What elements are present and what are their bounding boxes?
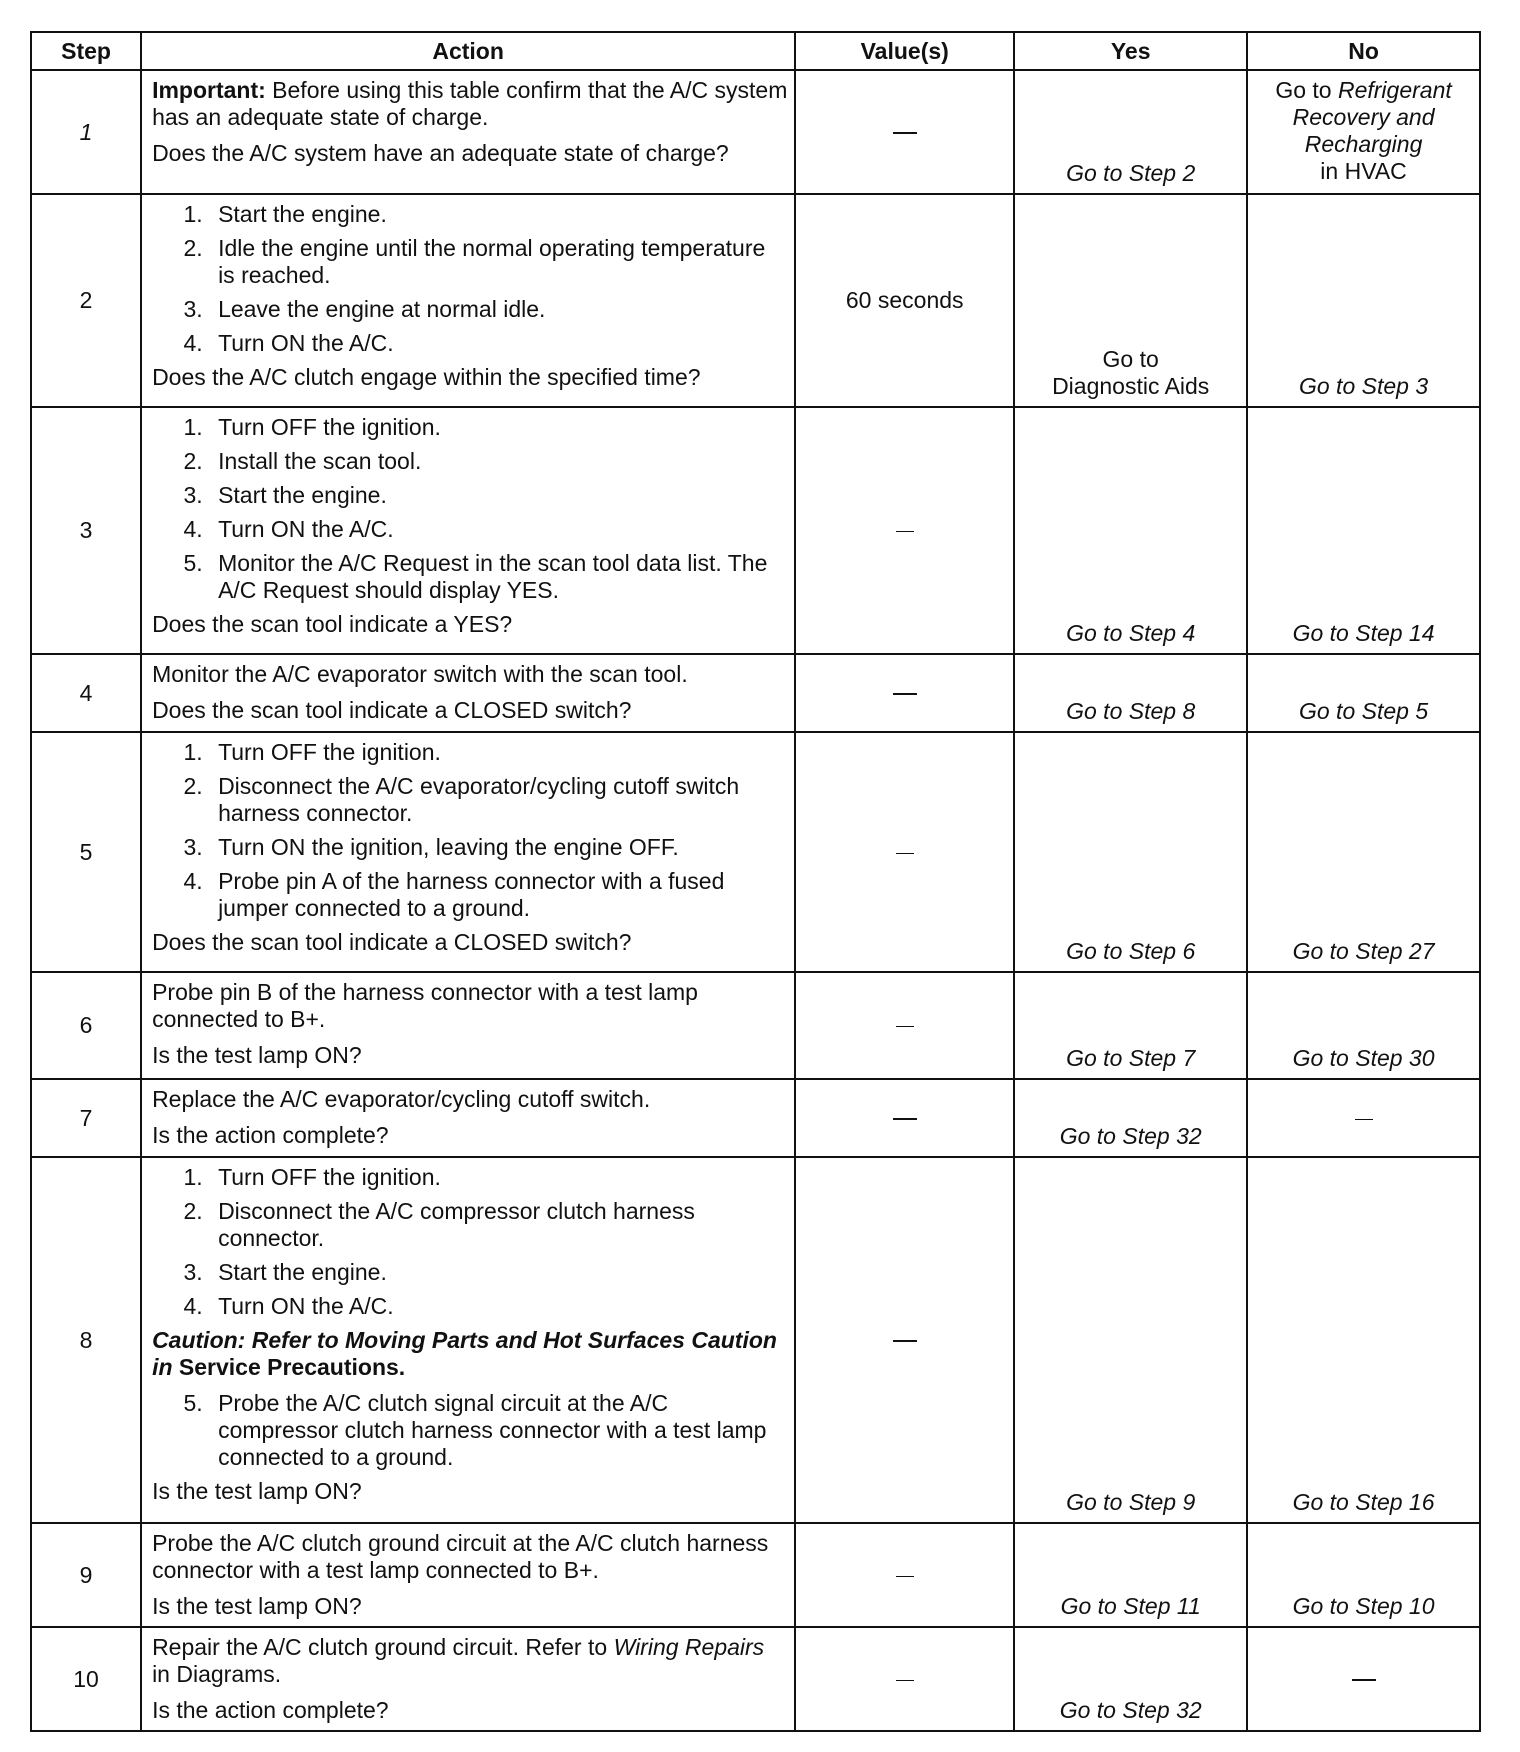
header-values: Value(s) xyxy=(795,32,1014,70)
yes-cell: Go to Step 9 xyxy=(1014,1157,1247,1523)
value-cell xyxy=(795,1157,1014,1523)
action-cell xyxy=(141,1157,795,1523)
value-cell xyxy=(795,1627,1014,1731)
yes-cell: Go to Step 7 xyxy=(1014,972,1247,1079)
list-item: 4. Turn ON the A/C. xyxy=(209,1293,788,1320)
no-link-refrigerant-recovery[interactable]: Refrigerant Recovery and Recharging xyxy=(1292,77,1452,157)
action-text: Probe pin B of the harness connector with a test lamp connected to B+. xyxy=(152,979,698,1032)
yes-cell: Go to Step 6 xyxy=(1014,732,1247,972)
list-item: 3. Leave the engine at normal idle. xyxy=(209,296,788,323)
header-no: No xyxy=(1247,32,1480,70)
list-item: 5. Monitor the A/C Request in the scan tool data list. The A/C Request should display YES. xyxy=(209,550,788,604)
action-text: Monitor the A/C evaporator switch with the scan tool. xyxy=(152,661,688,687)
step-number: 9 xyxy=(31,1523,141,1627)
action-question: Does the scan tool indicate a CLOSED switch? xyxy=(152,929,632,955)
no-cell xyxy=(1247,1079,1480,1157)
action-list xyxy=(152,1164,788,1320)
value-cell xyxy=(795,1079,1014,1157)
action-text-post: in Diagrams. xyxy=(152,1661,282,1687)
list-item: 1. Turn OFF the ignition. xyxy=(209,414,788,441)
step-number: 10 xyxy=(31,1627,141,1731)
header-action: Action xyxy=(141,32,795,70)
table-row-step-1 xyxy=(31,70,1480,194)
value-dash xyxy=(896,853,914,854)
list-item: 4. Probe pin A of the harness connector with a fused jumper connected to a ground. xyxy=(209,868,788,922)
caution-text: Caution: Refer to Moving Parts and Hot Surfaces Caution in xyxy=(152,1327,777,1380)
list-item: 3. Start the engine. xyxy=(209,482,788,509)
action-text xyxy=(152,1634,788,1688)
value-cell: 60 seconds xyxy=(795,194,1014,407)
action-cell xyxy=(141,654,795,732)
list-item: 2. Idle the engine until the normal operating temperature is reached. xyxy=(209,235,788,289)
no-cell: Go to Step 10 xyxy=(1247,1523,1480,1627)
no-cell xyxy=(1247,70,1480,194)
wiring-repairs-link[interactable]: Wiring Repairs xyxy=(613,1634,765,1660)
action-cell xyxy=(141,1523,795,1627)
yes-line-1: Go to xyxy=(1102,346,1159,372)
list-item: 1. Start the engine. xyxy=(209,201,788,228)
action-cell xyxy=(141,1627,795,1731)
no-prefix: Go to xyxy=(1275,77,1332,103)
action-question: Does the scan tool indicate a YES? xyxy=(152,611,513,637)
value-cell xyxy=(795,407,1014,654)
table-row-step-3 xyxy=(31,407,1480,654)
diagnostic-table xyxy=(30,31,1481,1732)
list-item: 5. Probe the A/C clutch signal circuit at the A/C compressor clutch harness connector with a test lamp connected to a ground. xyxy=(209,1390,788,1471)
action-question: Is the test lamp ON? xyxy=(152,1042,362,1068)
value-cell xyxy=(795,972,1014,1079)
action-question: Does the A/C system have an adequate state of charge? xyxy=(152,140,729,166)
action-text: Replace the A/C evaporator/cycling cutoff switch. xyxy=(152,1086,651,1112)
no-dash xyxy=(1352,1679,1376,1681)
yes-link-diagnostic-aids[interactable]: Diagnostic Aids xyxy=(1052,373,1210,399)
table-row-step-5 xyxy=(31,732,1480,972)
table-row-step-8 xyxy=(31,1157,1480,1523)
value-dash xyxy=(893,693,917,695)
step-number: 8 xyxy=(31,1157,141,1523)
list-item: 4. Turn ON the A/C. xyxy=(209,516,788,543)
value-dash xyxy=(896,531,914,532)
action-list-continued xyxy=(152,1390,788,1471)
list-item: 1. Turn OFF the ignition. xyxy=(209,739,788,766)
action-cell xyxy=(141,194,795,407)
step-number: 4 xyxy=(31,654,141,732)
list-item: 2. Install the scan tool. xyxy=(209,448,788,475)
header-yes: Yes xyxy=(1014,32,1247,70)
action-cell xyxy=(141,1079,795,1157)
no-suffix: in HVAC xyxy=(1320,158,1407,184)
value-dash xyxy=(893,1118,917,1120)
action-cell xyxy=(141,972,795,1079)
value-dash xyxy=(896,1576,914,1577)
yes-cell: Go to Step 2 xyxy=(1014,70,1247,194)
list-item: 2. Disconnect the A/C evaporator/cycling cutoff switch harness connector. xyxy=(209,773,788,827)
no-dash xyxy=(1355,1119,1373,1120)
step-number: 1 xyxy=(31,70,141,194)
action-question: Does the A/C clutch engage within the specified time? xyxy=(152,364,701,390)
yes-cell xyxy=(1014,194,1247,407)
value-dash xyxy=(896,1026,914,1027)
no-cell: Go to Step 14 xyxy=(1247,407,1480,654)
list-item: 3. Turn ON the ignition, leaving the engine OFF. xyxy=(209,834,788,861)
yes-cell: Go to Step 32 xyxy=(1014,1627,1247,1731)
value-cell xyxy=(795,1523,1014,1627)
table-row-step-10 xyxy=(31,1627,1480,1731)
no-cell: Go to Step 27 xyxy=(1247,732,1480,972)
table-row-step-4 xyxy=(31,654,1480,732)
value-dash xyxy=(893,132,917,134)
action-question: Does the scan tool indicate a CLOSED switch? xyxy=(152,697,632,723)
action-question: Is the test lamp ON? xyxy=(152,1478,362,1504)
step-number: 5 xyxy=(31,732,141,972)
action-text-pre: Repair the A/C clutch ground circuit. Refer to xyxy=(152,1634,614,1660)
step-number: 3 xyxy=(31,407,141,654)
list-item: 3. Start the engine. xyxy=(209,1259,788,1286)
value-cell xyxy=(795,654,1014,732)
step-number: 2 xyxy=(31,194,141,407)
action-cell xyxy=(141,732,795,972)
step-number: 6 xyxy=(31,972,141,1079)
step-number: 7 xyxy=(31,1079,141,1157)
caution-reference[interactable]: Service Precautions. xyxy=(172,1354,406,1380)
important-note xyxy=(152,77,788,131)
yes-cell: Go to Step 11 xyxy=(1014,1523,1247,1627)
table-row-step-9 xyxy=(31,1523,1480,1627)
header-row xyxy=(31,32,1480,70)
list-item: 1. Turn OFF the ignition. xyxy=(209,1164,788,1191)
list-item: 2. Disconnect the A/C compressor clutch harness connector. xyxy=(209,1198,788,1252)
important-text: Before using this table confirm that the A/C system has an adequate state of charge. xyxy=(152,77,788,130)
yes-cell: Go to Step 32 xyxy=(1014,1079,1247,1157)
no-cell: Go to Step 3 xyxy=(1247,194,1480,407)
action-question: Is the action complete? xyxy=(152,1697,389,1723)
diagnostic-table-page xyxy=(30,31,1481,1732)
action-text: Probe the A/C clutch ground circuit at the A/C clutch harness connector with a test lamp connected to B+. xyxy=(152,1530,769,1583)
value-cell xyxy=(795,732,1014,972)
yes-cell: Go to Step 4 xyxy=(1014,407,1247,654)
value-dash xyxy=(896,1680,914,1681)
action-question: Is the action complete? xyxy=(152,1122,389,1148)
table-row-step-7 xyxy=(31,1079,1480,1157)
action-list xyxy=(152,739,788,922)
action-list xyxy=(152,201,788,357)
important-label: Important: xyxy=(152,77,266,103)
no-cell: Go to Step 16 xyxy=(1247,1157,1480,1523)
value-dash xyxy=(893,1340,917,1342)
yes-cell: Go to Step 8 xyxy=(1014,654,1247,732)
no-cell: Go to Step 30 xyxy=(1247,972,1480,1079)
caution-note xyxy=(152,1327,788,1381)
action-question: Is the test lamp ON? xyxy=(152,1593,362,1619)
value-cell xyxy=(795,70,1014,194)
action-cell xyxy=(141,70,795,194)
header-step: Step xyxy=(31,32,141,70)
table-row-step-6 xyxy=(31,972,1480,1079)
no-cell xyxy=(1247,1627,1480,1731)
action-list xyxy=(152,414,788,604)
list-item: 4. Turn ON the A/C. xyxy=(209,330,788,357)
no-cell: Go to Step 5 xyxy=(1247,654,1480,732)
action-cell xyxy=(141,407,795,654)
table-row-step-2 xyxy=(31,194,1480,407)
